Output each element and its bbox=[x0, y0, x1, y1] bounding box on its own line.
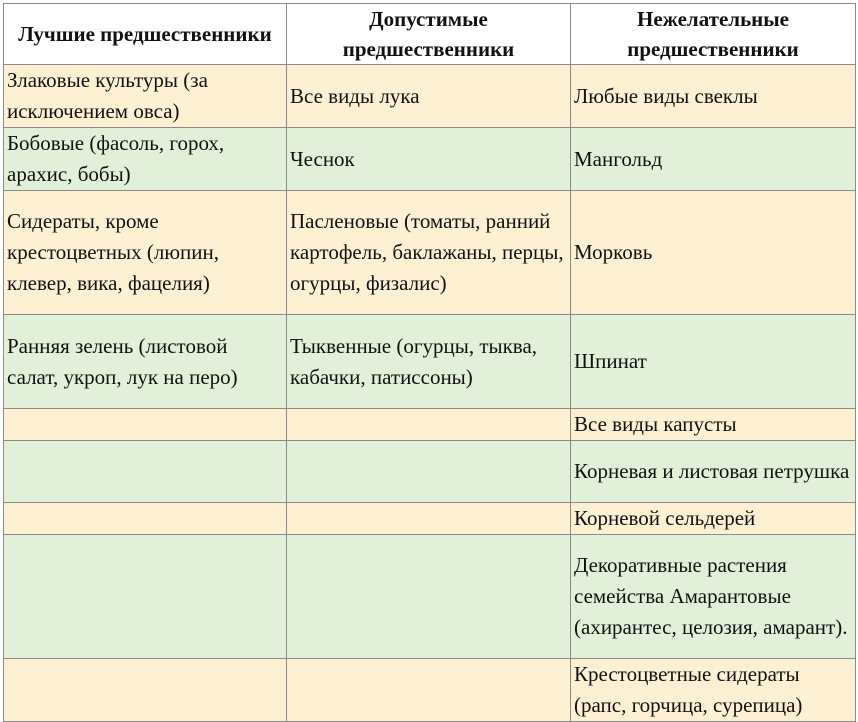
table-row bbox=[4, 191, 856, 315]
cell-acceptable: Пасленовые (томаты, ранний картофель, баклажаны, перцы, огурцы, физалис) bbox=[287, 191, 571, 315]
cell-acceptable bbox=[287, 535, 571, 659]
cell-best: Злаковые культуры (за исключением овса) bbox=[4, 65, 287, 128]
cell-acceptable: Тыквенные (огурцы, тыква, кабачки, патиссоны) bbox=[287, 315, 571, 409]
table-row bbox=[4, 503, 856, 535]
cell-best bbox=[4, 535, 287, 659]
cell-undesirable: Мангольд bbox=[571, 128, 856, 191]
table-row bbox=[4, 315, 856, 409]
table-row bbox=[4, 441, 856, 503]
header-acceptable: Допустимые предшественники bbox=[287, 4, 571, 65]
cell-undesirable: Корневой сельдерей bbox=[571, 503, 856, 535]
cell-acceptable bbox=[287, 409, 571, 441]
cell-undesirable: Шпинат bbox=[571, 315, 856, 409]
cell-best bbox=[4, 503, 287, 535]
cell-acceptable bbox=[287, 441, 571, 503]
cell-acceptable: Все виды лука bbox=[287, 65, 571, 128]
cell-undesirable: Морковь bbox=[571, 191, 856, 315]
cell-best bbox=[4, 441, 287, 503]
cell-acceptable: Чеснок bbox=[287, 128, 571, 191]
cell-undesirable: Все виды капусты bbox=[571, 409, 856, 441]
cell-undesirable: Декоративные растения семейства Амарантовые (ахирантес, целозия, амарант). bbox=[571, 535, 856, 659]
cell-undesirable: Любые виды свеклы bbox=[571, 65, 856, 128]
cell-acceptable bbox=[287, 659, 571, 722]
cell-best bbox=[4, 659, 287, 722]
header-row bbox=[4, 4, 856, 65]
cell-undesirable: Крестоцветные сидераты (рапс, горчица, сурепица) bbox=[571, 659, 856, 722]
predecessors-table bbox=[3, 3, 856, 722]
table-row bbox=[4, 535, 856, 659]
header-undesirable: Нежелательные предшественники bbox=[571, 4, 856, 65]
table-row bbox=[4, 65, 856, 128]
table-row bbox=[4, 659, 856, 722]
table-row bbox=[4, 409, 856, 441]
cell-best: Бобовые (фасоль, горох, арахис, бобы) bbox=[4, 128, 287, 191]
header-best: Лучшие предшественники bbox=[4, 4, 287, 65]
cell-best: Сидераты, кроме крестоцветных (люпин, клевер, вика, фацелия) bbox=[4, 191, 287, 315]
cell-acceptable bbox=[287, 503, 571, 535]
cell-undesirable: Корневая и листовая петрушка bbox=[571, 441, 856, 503]
cell-best: Ранняя зелень (листовой салат, укроп, лук на перо) bbox=[4, 315, 287, 409]
table-row bbox=[4, 128, 856, 191]
cell-best bbox=[4, 409, 287, 441]
